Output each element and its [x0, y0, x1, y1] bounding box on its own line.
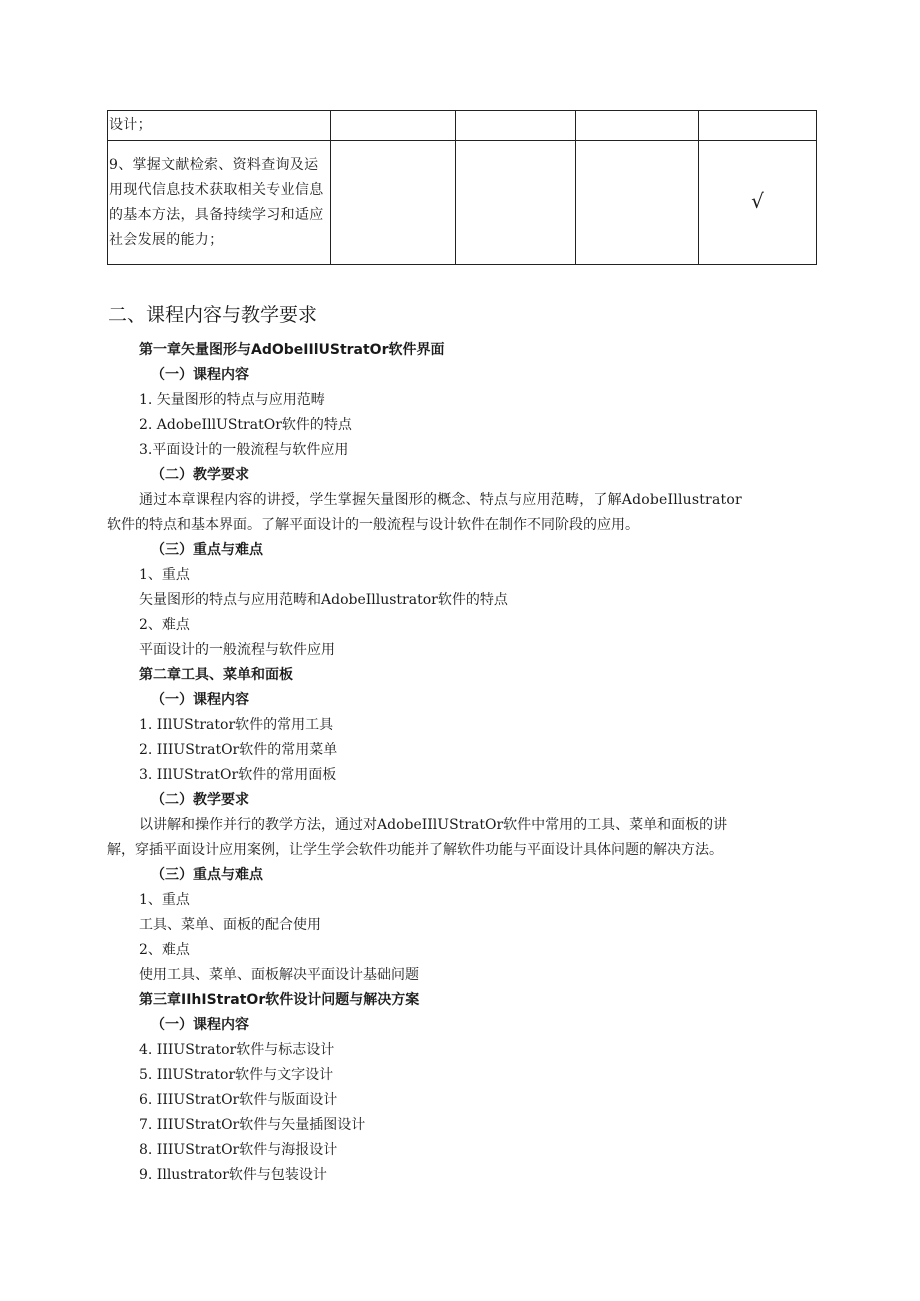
list-item: 5. IIlUStrator软件与文字设计 — [139, 1067, 334, 1083]
paragraph-line: 工具、菜单、面板的配合使用 — [139, 917, 321, 933]
paragraph-line: 平面设计的一般流程与软件应用 — [139, 642, 335, 658]
subheading: （三）重点与难点 — [151, 867, 263, 883]
table-cell: 设计； — [108, 111, 331, 141]
subheading: （二）教学要求 — [151, 792, 249, 808]
paragraph-line: 以讲解和操作并行的教学方法，通过对AdobeIIlUStratOr软件中常用的工具、菜单和面板的讲 — [139, 817, 728, 833]
paragraph-line: 使用工具、菜单、面板解决平面设计基础问题 — [139, 967, 419, 983]
chapter-title: 第二章工具、菜单和面板 — [139, 667, 293, 683]
list-item: 8. IIIUStratOr软件与海报设计 — [139, 1142, 338, 1158]
table-cell — [576, 141, 699, 265]
table-cell — [331, 111, 456, 141]
paragraph-line: 解，穿插平面设计应用案例，让学生学会软件功能并了解软件功能与平面设计具体问题的解决方法。 — [107, 842, 723, 858]
subheading: （三）重点与难点 — [151, 542, 263, 558]
table-cell — [699, 111, 817, 141]
label: 2、难点 — [139, 942, 190, 958]
paragraph-line: 软件的特点和基本界面。了解平面设计的一般流程与设计软件在制作不同阶段的应用。 — [107, 517, 639, 533]
table-row — [108, 141, 817, 265]
list-item: 3. IIlUStratOr软件的常用面板 — [139, 767, 337, 783]
chapter-title: 第一章矢量图形与AdObeIIlUStratOr软件界面 — [139, 342, 445, 358]
subheading: （一）课程内容 — [151, 692, 249, 708]
check-mark: √ — [699, 141, 817, 265]
list-item: 3.平面设计的一般流程与软件应用 — [139, 442, 349, 458]
list-item: 6. IIIUStratOr软件与版面设计 — [139, 1092, 338, 1108]
list-item: 4. IIIUStrator软件与标志设计 — [139, 1042, 335, 1058]
subheading: （一）课程内容 — [151, 1017, 249, 1033]
table-row — [108, 111, 817, 141]
chapter-title: 第三章IIhIStratOr软件设计问题与解决方案 — [139, 992, 420, 1008]
list-item: 1. 矢量图形的特点与应用范畴 — [139, 392, 325, 408]
label: 2、难点 — [139, 617, 190, 633]
paragraph-line: 矢量图形的特点与应用范畴和AdobeIllustrator软件的特点 — [139, 592, 508, 608]
table-cell — [331, 141, 456, 265]
list-item: 7. IIIUStratOr软件与矢量插图设计 — [139, 1117, 366, 1133]
list-item: 2. AdobeIllUStratOr软件的特点 — [139, 417, 352, 433]
paragraph-line: 通过本章课程内容的讲授，学生掌握矢量图形的概念、特点与应用范畴，了解AdobeIllustrator — [139, 492, 742, 508]
section-title: 二、课程内容与教学要求 — [108, 304, 318, 326]
table-cell — [456, 141, 576, 265]
table-cell: 9、掌握文献检索、资料查询及运用现代信息技术获取相关专业信息的基本方法，具备持续学习和适应社会发展的能力； — [108, 141, 331, 265]
table-cell — [456, 111, 576, 141]
list-item: 9. Illustrator软件与包装设计 — [139, 1167, 327, 1183]
table-cell — [576, 111, 699, 141]
list-item: 2. IIIUStratOr软件的常用菜单 — [139, 742, 338, 758]
outcomes-table — [107, 110, 817, 265]
label: 1、重点 — [139, 567, 190, 583]
label: 1、重点 — [139, 892, 190, 908]
list-item: 1. IIlUStrator软件的常用工具 — [139, 717, 334, 733]
subheading: （一）课程内容 — [151, 367, 249, 383]
subheading: （二）教学要求 — [151, 467, 249, 483]
